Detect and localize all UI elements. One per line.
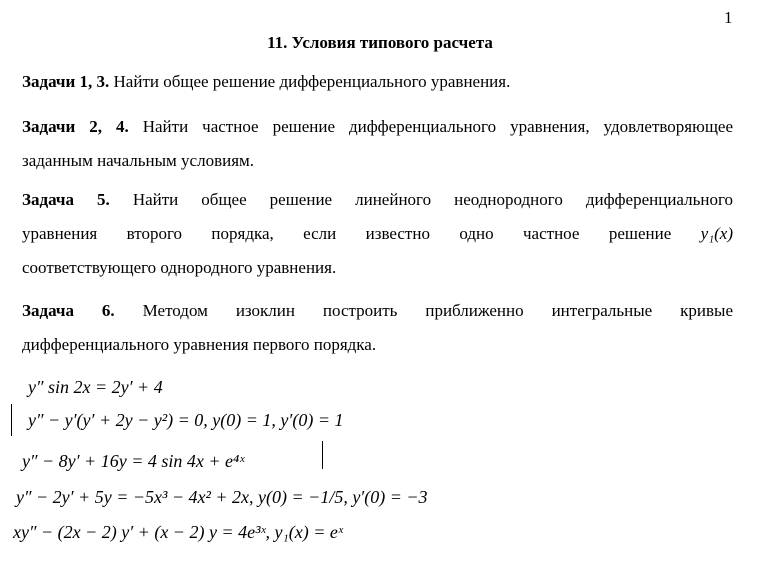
task-text: Найти общее решение линейного неоднородного дифференциального (132, 190, 734, 209)
task-text: Методом изоклин построить приближенно интегральные кривые (142, 301, 734, 320)
task-2-4 (22, 110, 733, 178)
task-line: дифференциального уравнения первого порядка. (22, 335, 377, 354)
equation-5: xy″ − (2x − 2) y′ + (x − 2) y = 4e³ˣ, y₁(x) = eˣ (13, 522, 343, 542)
equation-4: y″ − 2y′ + 5y = −5x³ − 4x² + 2x, y(0) = −1/5, y′(0) = −3 (16, 487, 428, 507)
task-text: Найти общее решение дифференциального уравнения. (113, 72, 511, 91)
equation-2: y″ − y′(y′ + 2y − y²) = 0, y(0) = 1, y′(0) = 1 (28, 410, 344, 430)
task-line (22, 217, 733, 251)
task-6 (22, 294, 733, 362)
task-line (22, 110, 733, 144)
text-cursor (322, 441, 323, 469)
task-5 (22, 183, 733, 285)
page-title: 11. Условия типового расчета (267, 33, 493, 52)
task-text: уравнения второго порядка, если известно одно частное решение (22, 224, 672, 243)
task-line: соответствующего однородного уравнения. (22, 258, 337, 277)
particular-solution: y₁(x) (700, 224, 733, 243)
task-label: Задача 6. (22, 301, 115, 320)
equation-1: y″ sin 2x = 2y′ + 4 (28, 377, 163, 397)
page-number: 1 (724, 8, 733, 27)
task-1-3 (22, 65, 733, 99)
equation-3: y″ − 8y′ + 16y = 4 sin 4x + e⁴ˣ (22, 451, 245, 471)
task-line: заданным начальным условиям. (22, 151, 255, 170)
task-line (22, 294, 733, 328)
task-label: Задача 5. (22, 190, 110, 209)
task-line (22, 183, 733, 217)
margin-bar (11, 404, 12, 436)
task-label: Задачи 1, 3. (22, 72, 110, 91)
task-text: Найти частное решение дифференциального уравнения, удовлетворяющее (142, 117, 734, 136)
task-label: Задачи 2, 4. (22, 117, 129, 136)
